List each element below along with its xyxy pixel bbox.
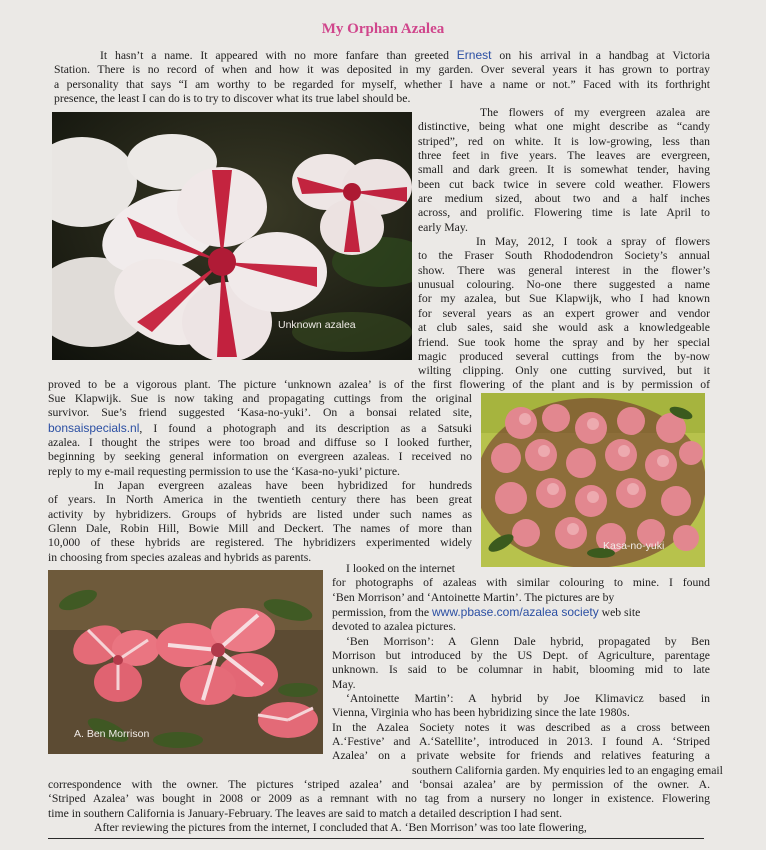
text-line — [332, 605, 710, 620]
ben-morrison-photo — [48, 570, 323, 754]
text-line: magic produced several cuttings from the by-now — [418, 349, 710, 363]
text-line: In Japan evergreen azaleas have been hybridized for hundreds — [94, 479, 472, 493]
text-line: show. There was general interest in the flower’s — [418, 263, 710, 277]
text-line: ‘Ben Morrison’: A Glenn Dale hybrid, propagated by Ben — [346, 634, 710, 648]
text-line: unknown. Is said to be columnar in habit, blooming mid to late — [332, 663, 710, 677]
text-line: A.‘Festive’ and A.‘Satellite’, introduced in 2013. I found A. ‘Striped — [332, 735, 710, 749]
text-line: correspondence with the owner. The pictures ‘striped azalea’ and ‘bonsai azalea’ are by permission of the owner. A. — [48, 778, 710, 791]
text-line: of years. In North America in the twentieth century there has been great — [48, 493, 472, 507]
text-line: Vienna, Virginia who has been hybridizing since the late 1980s. — [332, 706, 630, 720]
text-line: survivor. Sue’s friend suggested ‘Kasa-no-yuki’. On a bonsai related site, — [48, 406, 472, 420]
intro-paragraph — [54, 48, 710, 106]
text-line — [48, 421, 472, 436]
intro-text-a: It hasn’t a name. It appeared with no more fanfare than greeted — [100, 49, 457, 62]
description-paragraph — [418, 106, 710, 379]
kasa-paragraph — [48, 392, 472, 565]
text-line: southern California garden. My enquiries led to an engaging email — [412, 763, 723, 777]
text-line: After reviewing the pictures from the internet, I concluded that A. ‘Ben Morrison’ was too late flowering, — [94, 821, 587, 835]
text-line: striped”, red on white. It is low-growing, less than — [418, 134, 710, 148]
text-line: time in southern California is January-February. The leaves are said to match a detailed description I had sent. — [48, 806, 563, 820]
text-line: In the Azalea Society notes it was described as a cross between — [332, 720, 710, 734]
text-line: three feet in five years. The leaves are evergreen, — [418, 149, 710, 163]
text-line: to the Fraser South Rhododendron Society’s annual — [418, 249, 710, 263]
closing-paragraph — [48, 778, 710, 835]
text-line: The flowers of my evergreen azalea are — [480, 106, 710, 119]
text-segment: permission, from the — [332, 606, 432, 620]
text-line: distinctive, being what one might describe as “candy — [418, 120, 710, 134]
text-line: 10,000 of these hybrids are registered. The hybridizers experimented widely — [48, 536, 472, 550]
kasa-no-yuki-caption: Kasa-no-yuki — [603, 540, 665, 552]
intro-line: a personality that says “I am worthy to be regarded for myself, whether I have a name or not.” Faced with its forthright — [54, 77, 710, 91]
full-width-line — [48, 378, 710, 392]
text-line: I looked on the internet — [346, 562, 456, 575]
ernest-link[interactable]: Ernest — [456, 48, 492, 62]
text-line: reply to my e-mail requesting permission to use the ‘Kasa-no-yuki’ picture. — [48, 464, 400, 478]
text-line: activity by hybridizers. Groups of hybrids are listed under such names as — [48, 507, 472, 521]
text-line: In May, 2012, I took a spray of flowers — [476, 235, 710, 249]
text-line: at club sales, said she would ask a knowledgeable — [418, 321, 710, 335]
text-line: wilting clipping. Only one cutting survived, but it — [418, 364, 710, 378]
text-segment: web site — [598, 606, 641, 620]
unknown-azalea-photo — [52, 112, 412, 360]
ben-morrison-image — [48, 570, 323, 754]
unknown-azalea-image — [52, 112, 412, 360]
text-line: Azalea’ on a private website for friends and relatives featuring a — [332, 749, 710, 763]
bottom-divider — [48, 838, 704, 839]
text-line: friend. Sue took home the spray and by her special — [418, 335, 710, 349]
pbase-link[interactable]: www.pbase.com/azalea society — [431, 605, 599, 620]
text-line: Glenn Dale, Robin Hill, Bowie Mill and Deckert. The names of more than — [48, 522, 472, 536]
kasa-no-yuki-photo — [481, 393, 705, 567]
intro-text-b: on his arrival in a handbag at Victoria — [491, 49, 710, 62]
text-line: small and dark green. It is somewhat tender, having — [418, 163, 710, 177]
text-line: unusual colouring. No-one there suggested a name — [418, 278, 710, 292]
text-line: ‘Ben Morrison’ and ‘Antoinette Martin’. The pictures are by — [332, 590, 615, 604]
text-line: ‘Antoinette Martin’: A hybrid by Joe Klimavicz based in — [346, 692, 710, 706]
intro-line: presence, the least I can do is to try to discover what its true label should be. — [54, 92, 411, 106]
text-line: May. — [332, 677, 356, 691]
text-line: are medium sized, about two and a half inches — [418, 192, 710, 206]
ben-morrison-caption: A. Ben Morrison — [74, 728, 150, 740]
text-line: for several years as an expert grower and vendor — [418, 306, 710, 320]
text-line: been cut back twice in severe cold weather. Flowers — [418, 177, 710, 191]
internet-paragraph — [332, 562, 723, 778]
text-line: Sue Klapwijk. Sue is now taking and propagating cuttings from the original — [48, 392, 472, 405]
text-line: for my azalea, but Sue Klapwijk, who I had known — [418, 292, 710, 306]
text-line: proved to be a vigorous plant. The picture ‘unknown azalea’ is of the first flowering of the plant and is by permission of — [48, 378, 710, 391]
text-line: for photographs of azaleas with similar colouring to mine. I found — [332, 576, 710, 590]
text-line: devoted to azalea pictures. — [332, 620, 456, 634]
text-line: azalea. I thought the stripes were too broad and diffuse so I looked further, — [48, 436, 472, 450]
text-line: in choosing from species azaleas and hybrids as parents. — [48, 550, 312, 564]
intro-line: Station. There is no record of when and how it was deposited in my garden. Over several years it has grown to portray — [54, 63, 710, 77]
text-line: ‘Striped Azalea’ was bought in 2008 or 2009 as a remnant with no tag from a nursery no longer in existence. Flowering — [48, 792, 710, 806]
text-line: early May. — [418, 220, 468, 234]
unknown-azalea-caption: Unknown azalea — [278, 319, 356, 331]
intro-line — [54, 48, 710, 63]
text-segment: , I found a photograph and its description as a Satsuki — [139, 421, 472, 435]
text-line: Morrison but introduced by the US Dept. of Agriculture, parentage — [332, 649, 710, 663]
text-line: beginning by seeking general information on evergreen azaleas. I received no — [48, 450, 472, 464]
article-title: My Orphan Azalea — [321, 21, 445, 37]
kasa-no-yuki-image — [481, 393, 705, 567]
bonsaispecials-link[interactable]: bonsaispecials.nl — [48, 420, 140, 435]
text-line: across, and prolific. Flowering time is late April to — [418, 206, 710, 220]
